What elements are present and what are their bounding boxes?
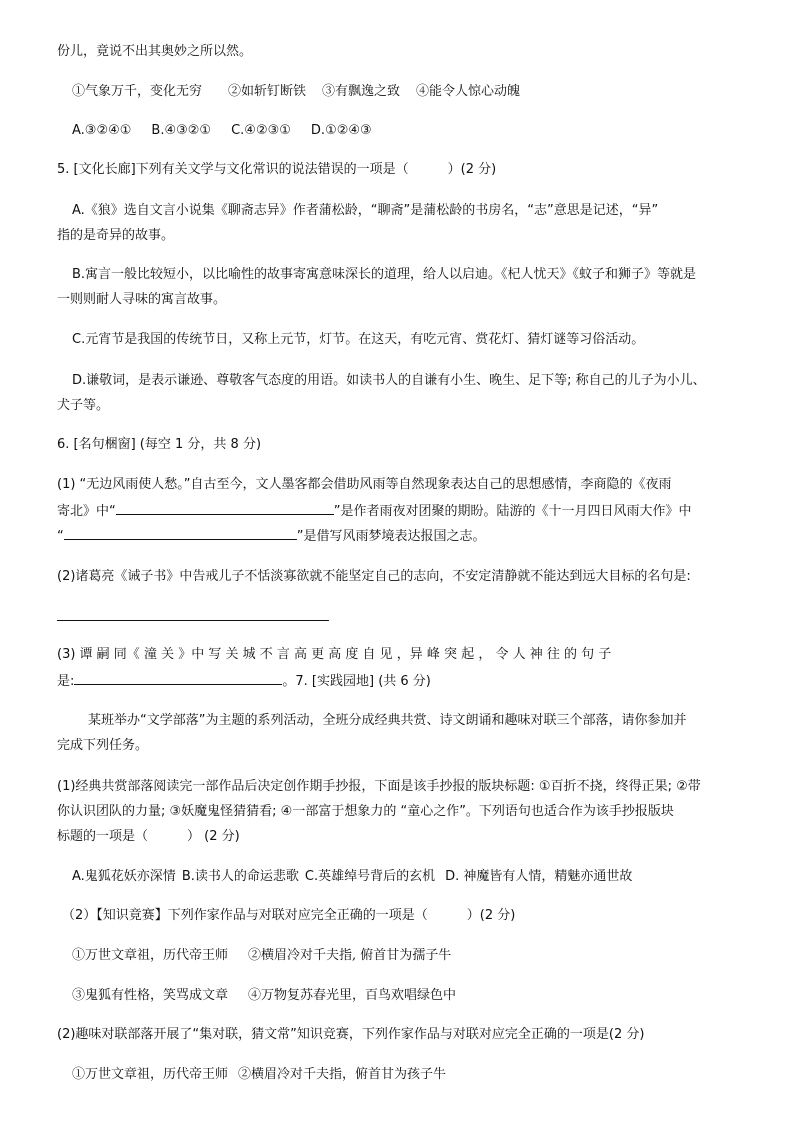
q4-idea-options: [72, 83, 520, 101]
couplet: ②横眉冷对千夫指，俯首甘为孩子牛: [238, 1067, 447, 1082]
q7-intro-line2: 完成下列任务。: [57, 738, 149, 753]
q5-option-d-cont: 犬子等。: [57, 398, 110, 413]
q6-part3-line2: 是: 。7. [实践园地] (共 6 分): [57, 671, 431, 691]
answer-blank[interactable]: [64, 526, 297, 540]
choice-b: B.④③②①: [151, 123, 212, 138]
q5-stem: 5. [文化长廊]下列有关文学与文化常识的说法错误的一项是（ ）(2 分): [57, 162, 497, 177]
q6-part1-line1: (1) “无边风雨使人愁。”自古至今，文人墨客都会借助风雨等自然现象表达自己的思想感情，李商隐的《夜雨: [57, 477, 672, 492]
couplet: ③鬼狐有性格，笑骂成文章: [72, 988, 229, 1003]
q7-part1-line1: (1)经典共赏部落阅读完一部作品后决定创作期手抄报，下面是该手抄报的版块标题: ①百折不挠，终得正果; ②带: [57, 779, 701, 794]
q5-option-b: B.寓言一般比较短小，以比喻性的故事寄寓意味深长的道理，给人以启迪。《杞人忧天》《蚊子和狮子》等就是: [72, 267, 697, 282]
answer-blank[interactable]: [57, 620, 329, 621]
q6-part3-line1: (3) 谭 嗣 同《 潼 关 》中 写 关 城 不 言 高 更 高 度 自 见 ，异 峰 突 起 ， 令 人 神 往 的 句 子: [57, 647, 612, 662]
q5-option-a-cont: 指的是奇异的故事。: [57, 228, 175, 243]
choice-d: D. 神魔皆有人情，精魅亦通世故: [445, 869, 633, 884]
option: ③有飘逸之致: [322, 84, 401, 99]
q6-part2: (2)诸葛亮《诫子书》中告戒儿子不恬淡寡欲就不能坚定自己的志向，不安定清静就不能达到远大目标的名句是:: [57, 569, 691, 584]
q7-part1-options: [72, 868, 632, 886]
q7-part2-row1: [72, 947, 451, 965]
q6-part1-line3: “ ”是借写风雨梦境表达报国之志。: [57, 526, 486, 546]
choice-b: B.读书人的命运悲歌: [181, 869, 299, 884]
q5-option-d: D.谦敬词，是表示谦逊、尊敬客气态度的用语。如读书人的自谦有小生、晚生、足下等; 称自己的儿子为小儿、: [72, 373, 706, 388]
couplet: ②横眉冷对千夫指, 俯首甘为孺子牛: [248, 948, 452, 963]
q5-option-b-cont: 一则则耐人寻味的寓言故事。: [57, 292, 227, 307]
q6-stem: 6. [名句梱窗] (每空 1 分，共 8 分): [57, 437, 262, 452]
answer-blank[interactable]: [116, 501, 334, 515]
option: ②如斩钉断铁: [228, 84, 307, 99]
q6-part1-line2: 寄北》中“ ”是作者雨夜对团聚的期盼。陆游的《十一月四日风雨大作》中: [57, 501, 692, 521]
choice-a: A.③②④①: [72, 123, 132, 138]
choice-a: A.鬼狐花妖亦深情: [72, 869, 176, 884]
option: ④能令人惊心动魄: [416, 84, 521, 99]
choice-c: C.英雄绰号背后的玄机: [304, 869, 436, 884]
q7-part3-stem: (2)趣味对联部落开展了“集对联，猜文常”知识竞赛，下列作家作品与对联对应完全正确的一项是(2 分): [57, 1027, 645, 1042]
q7-part1-line3: 标题的一项是（ ） (2 分): [57, 829, 240, 844]
choice-d: D.①②④③: [310, 123, 372, 138]
couplet: ①万世文章祖，历代帝王师: [72, 1067, 229, 1082]
q7-intro-line1: 某班举办“文学部落”为主题的系列活动，全班分成经典共赏、诗文朗诵和趣味对联三个部落，请你参加并: [88, 713, 687, 728]
option: ①气象万千，变化无穷: [72, 84, 203, 99]
q5-option-a: A.《狼》选自文言小说集《聊斋志异》作者蒲松龄，“聊斋”是蒲松龄的书房名，“志”意思是记述，“异”: [72, 203, 659, 218]
answer-blank[interactable]: [74, 671, 282, 685]
q7-part2-stem: （2）【知识竟赛】下列作家作品与对联对应完全正确的一项是（ ）(2 分): [62, 908, 516, 923]
q7-part1-line2: 你认识团队的力量; ③妖魔鬼怪猜猜看; ④一部富于想象力的 “童心之作”。下列语句也适合作为该手抄报版块: [57, 804, 674, 819]
choice-c: C.④②③①: [231, 123, 291, 138]
q7-part3-row1: [72, 1066, 446, 1084]
text-line: 份儿，竟说不出其奥妙之所以然。: [57, 44, 253, 59]
couplet: ①万世文章祖，历代帝王师: [72, 948, 229, 963]
couplet: ④万物复苏春光里，百鸟欢唱绿色中: [248, 988, 457, 1003]
q5-option-c: C.元宵节是我国的传统节日，又称上元节，灯节。在这天，有吃元宵、赏花灯、猜灯谜等习俗活动。: [72, 332, 645, 347]
q7-part2-row2: [72, 987, 456, 1005]
q4-choices: [72, 122, 372, 140]
